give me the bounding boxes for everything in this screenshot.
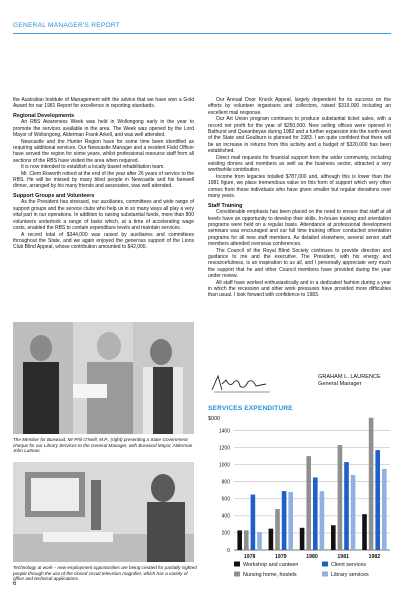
bar-1982-series-1 [362,514,367,550]
legend-label: Workshop and canteen [243,562,299,568]
y-tick-label: 1200 [218,445,230,452]
services-expenditure-chart [204,414,396,586]
bar-1979-series-4 [288,492,293,550]
caption-photo-1: The Member for Burwood, Mr Phil O'Neill, M.P., (right) presenting a State Government cheque for our Library Services to the General Manager, with Burwood Mayor, Alderman John Lutman. [13,437,193,454]
staff-paragraph-1: Considerable emphasis has been placed on the need to ensure that staff at all levels have an opportunity to develop their skills. In-house training and orientation programs were held on a regular basis. Attendance at professional development seminars was encouraged and our full time training officer conducted orientation programs for all new staff members. As detailed elsewhere, several senior staff members attended overseas conferences. [208,209,391,248]
report-header: GENERAL MANAGER'S REPORT [13,22,121,29]
bar-1982-series-4 [382,469,387,550]
bar-1979-series-1 [269,529,274,550]
page-number: 6 [13,581,17,587]
regional-paragraph-2: Newcastle and the Hunter Region have for some time been identified as requiring additional services. Our Newcastle Manager and a resident Field Officer have served the region for some years, whilst professional resource staff from all sections of the RBS have visited the area when required. [13,138,194,164]
y-tick-label: 1400 [218,428,230,435]
y-tick-label: 800 [221,479,230,486]
heading-regional: Regional Developments [13,112,75,119]
right-paragraph-2: Our Art Union program continues to produce substantial ticket sales, with a record net profit for the year of $250,000. New selling offices were opened in Bathurst and Queanbeyan during 1982 and a further expansion into the north-west of the State and Goulburn is planned for 1983. I am quite confident that there will be an increase in returns from this activity and a budget of $320,000 has been established. [208,116,391,155]
bar-1982-series-2 [369,418,374,550]
bar-1981-series-4 [351,475,356,550]
header-rule [13,33,391,34]
bar-1978-series-1 [237,530,242,550]
bar-1978-series-4 [257,532,262,550]
bar-1981-series-1 [331,525,336,550]
x-tick-label: 1979 [275,554,287,560]
bar-1980-series-1 [300,528,305,550]
legend-label: Library services [331,572,369,578]
legend-swatch [322,572,328,577]
y-tick-label: 600 [221,496,230,503]
bar-1980-series-3 [313,477,318,550]
y-axis-label: $000 [208,416,220,422]
right-column [208,97,391,299]
intro-paragraph: the Australian Institute of Management with the advice that we have won a Gold Award for our 1981 Report for excellence in reporting standards. [13,97,194,110]
left-column [13,97,194,251]
bar-1981-series-3 [344,462,349,550]
heading-support: Support Groups and Volunteers [13,192,95,199]
y-tick-label: 0 [227,547,230,554]
presentation-photo [13,322,194,434]
signatory-name: GRAHAM L. LAURENCE [318,374,381,380]
bar-1979-series-3 [282,491,287,550]
bar-1980-series-2 [306,456,311,550]
legend-swatch [322,562,328,567]
support-paragraph-2: A record total of $344,000 was raised by auxiliaries and committees throughout the State, and we again enjoyed the generous support of the Lions Club Blind Appeal, whose contribution amounted to $42,000. [13,231,194,251]
x-tick-label: 1978 [243,554,256,560]
right-paragraph-1: Our Annual Door Knock Appeal, largely dependent for its success on the efforts by volunteer organisers and collectors, raised $319,000 including an excellent mail response. [208,97,391,116]
right-paragraph-4: Income from legacies totalled $787,000 and, although this is lower than the 1981 figure, we place tremendous value on this form of support which very often comes from those individuals who have given smaller but regular donations over many years. [208,173,391,200]
x-tick-label: 1982 [368,554,381,560]
legend-label: Nursing home, hostels [243,572,297,578]
legend-swatch [234,572,240,577]
bar-1980-series-4 [320,491,325,550]
regional-paragraph-4: Mr. Clem Roworth retired at the end of the year after 26 years of service to the RBS. He will be missed by many blind people in Newcastle and his farewell dinner, arranged by his many friends and associates, was well attended. [13,170,194,190]
bar-1979-series-2 [275,509,280,550]
caption-photo-2: Technology at work – new employment opportunities are being created for partially sighted people through the use of the closed circuit television magnifier, which has a variety of office and technical applications. [13,565,197,582]
y-tick-label: 1000 [218,462,230,469]
x-tick-label: 1981 [337,554,349,560]
legend-swatch [234,562,240,567]
x-tick-label: 1980 [306,554,318,560]
bar-1978-series-2 [244,530,249,550]
y-tick-label: 200 [221,530,230,537]
regional-paragraph-1: An RBS Awareness Week was held in Wollongong early in the year to promote the services available in the area. The Week was opened by the Lord Mayor of Wollongong, Alderman Frank Arkell, and was well attended. [13,119,194,139]
heading-staff: Staff Training [208,202,243,209]
y-tick-label: 400 [221,513,230,520]
handwritten-signature [208,370,288,396]
legend-label: Client services [331,562,367,568]
regional-paragraph-3: It is now intended to establish a locally based rehabilitation team. [21,164,165,171]
right-paragraph-3: Direct mail requests for financial support from the wider community, including existing donors and members as well as the business sector, attracted a very worthwhile contribution. [208,154,391,174]
signatory [318,374,381,388]
bar-1982-series-3 [375,450,380,550]
bar-1981-series-2 [338,445,343,550]
staff-paragraph-3: All staff have worked enthusiastically and in a dedicated fashion during a year in which the recession and other work pressures have provided more difficulties than usual. I look forward with confidence to 1983. [208,279,391,299]
support-paragraph-1: As the President has stressed, our auxiliaries, committees and wide range of support groups and the service clubs who help us in so many ways all play a very vital part in our operations. In addition to raising substantial funds, more than 800 volunteers undertook a range of tasks which, at a time of accelerating wage costs, enabled the RBS to contain expenditure levels and maintain services. [13,199,194,232]
signatory-role: General Manager [318,381,362,387]
staff-paragraph-2: The Council of the Royal Blind Society continues to provide direction and guidance to me and the executive. The President, with his energy and resourcefulness, is an inspiration to us all, and I personally appreciate very much the support that he and other Council members have provided during the year under review. [208,247,391,280]
cctv-magnifier-photo [13,462,194,562]
bar-1978-series-3 [251,495,256,550]
chart-title: SERVICES EXPENDITURE [208,405,293,412]
